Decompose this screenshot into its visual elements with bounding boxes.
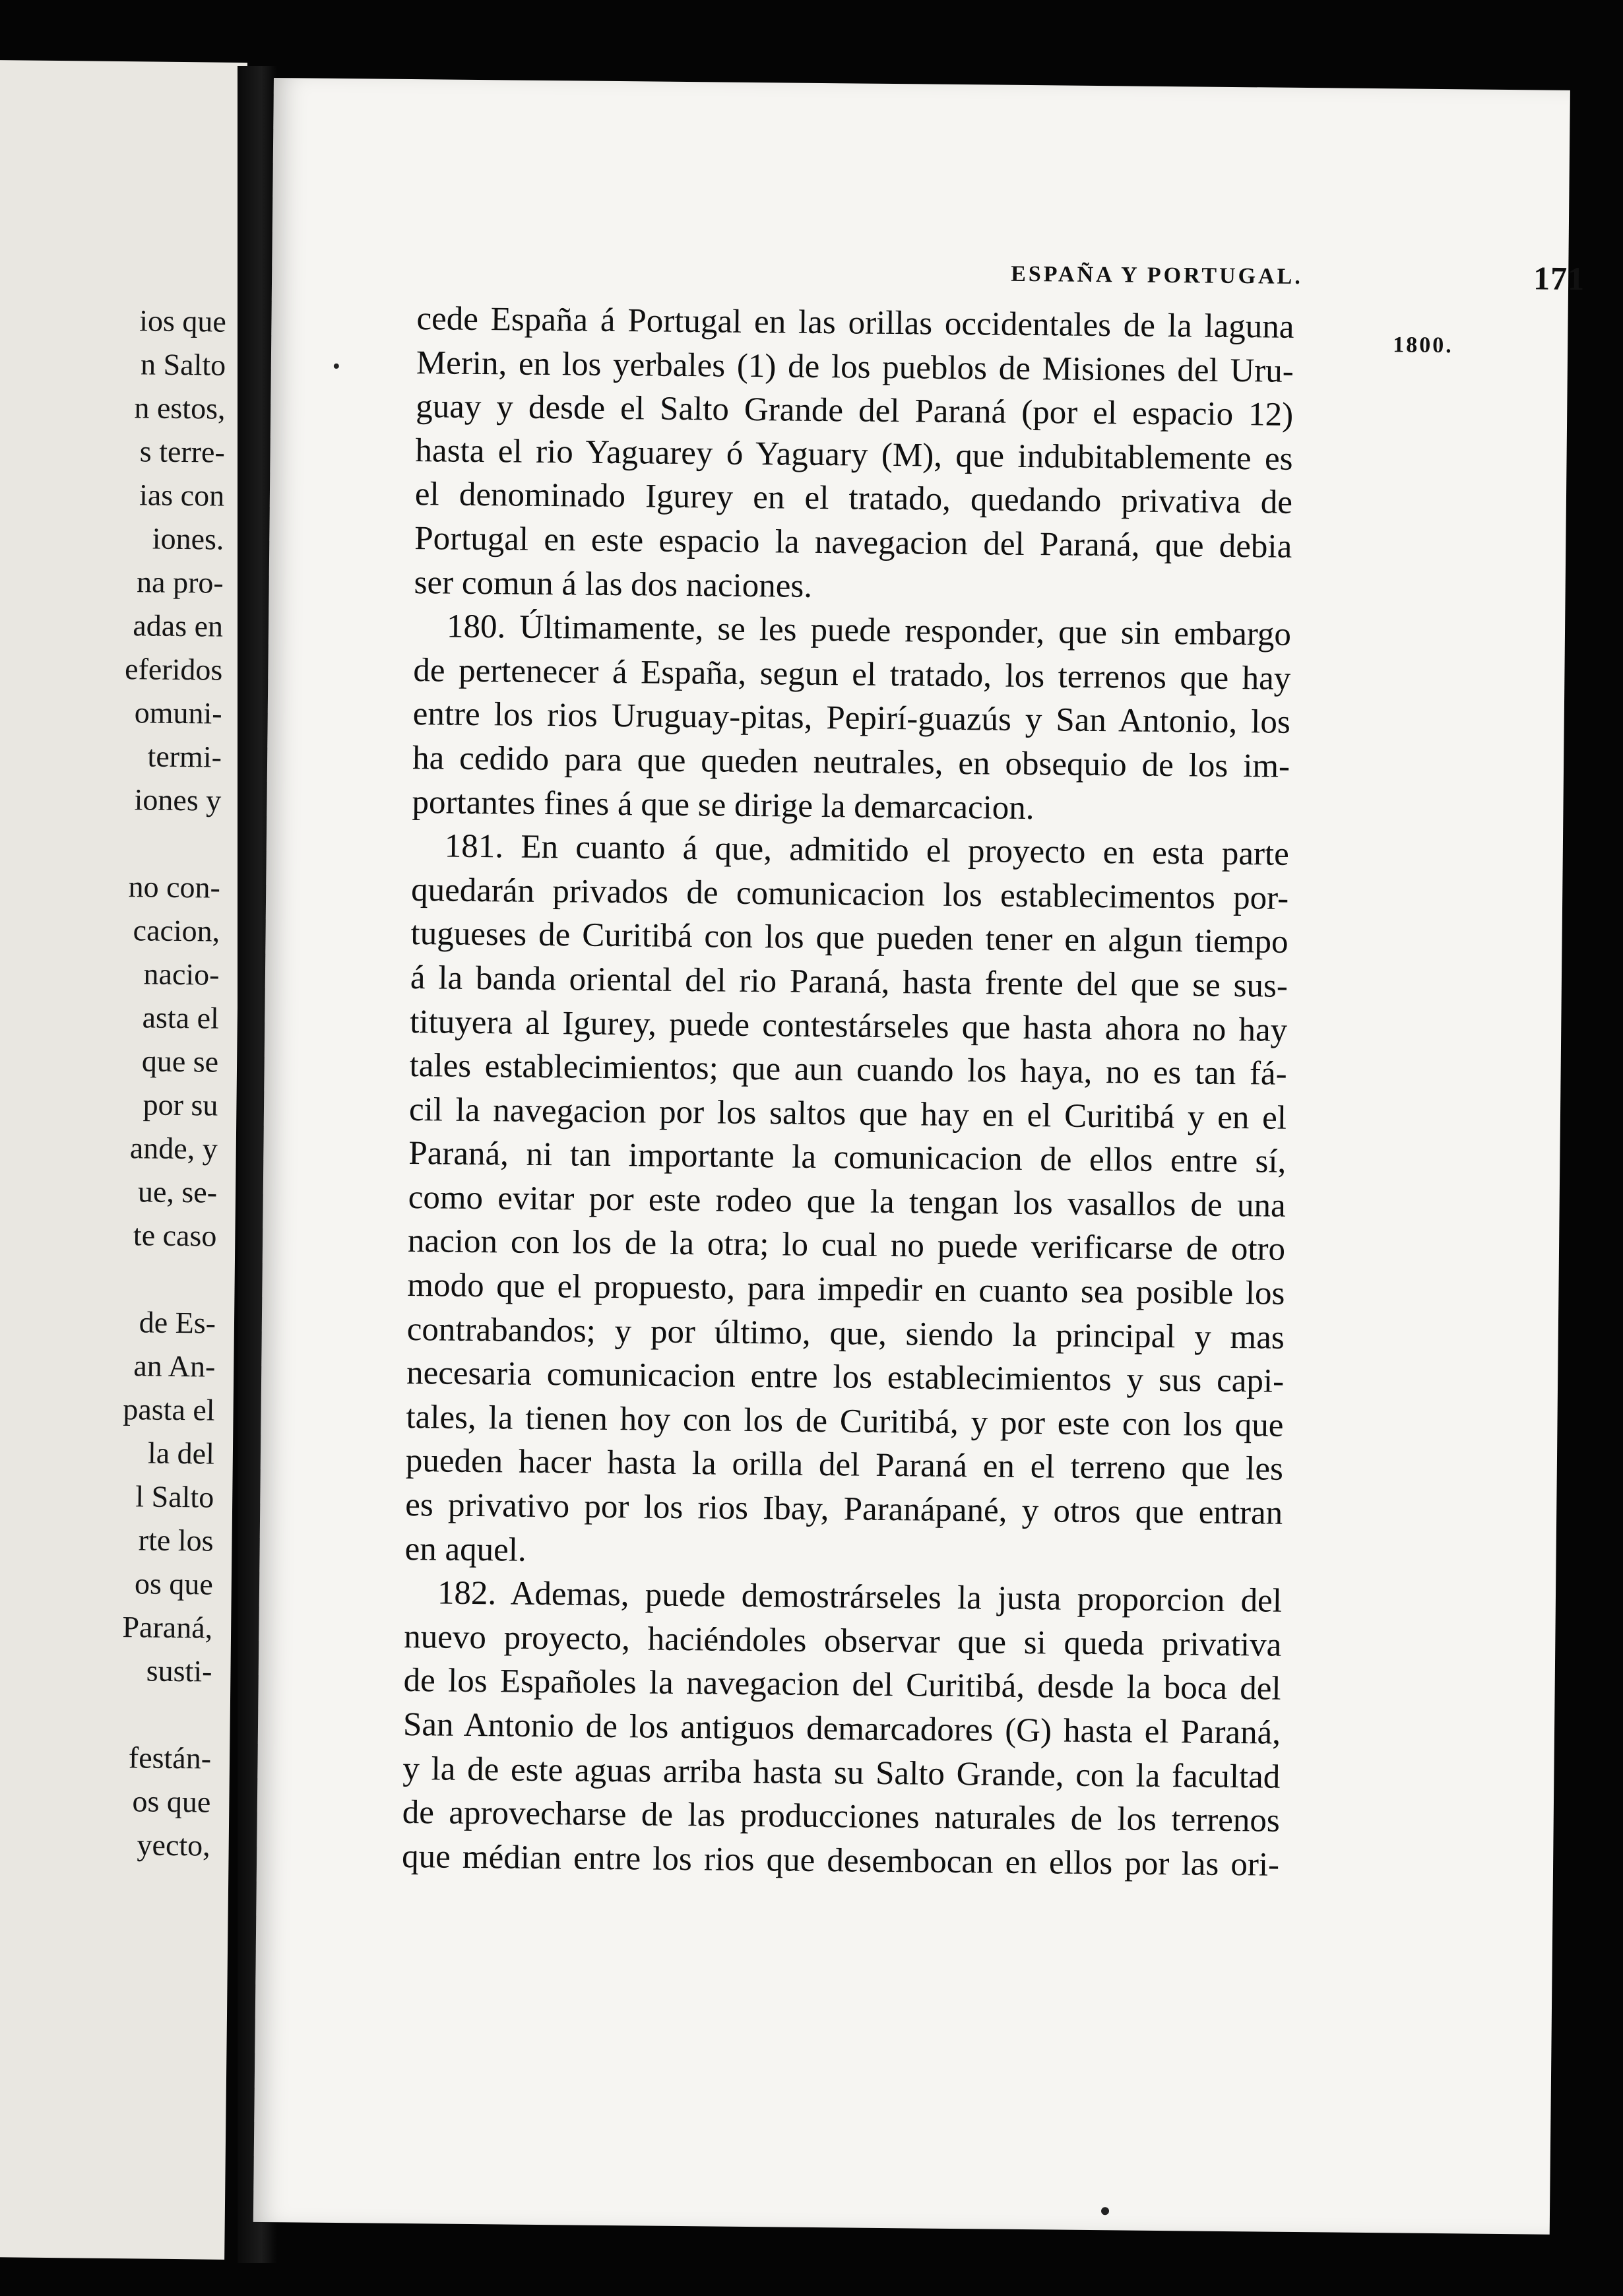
text-line: el denominado Igurey en el tratado, quedando privativa de	[414, 476, 1293, 522]
left-page-fragment: eferidos	[124, 652, 223, 687]
text-line: Merin, en los yerbales (1) de los pueblos de Misiones del Uru-	[416, 344, 1294, 390]
text-line: tugueses de Curitibá con los que pueden tener en algun tiempo	[410, 915, 1289, 961]
text-line: 182. Ademas, puede demostrárseles la justa proporcion del	[437, 1574, 1283, 1620]
text-line: necesaria comunicacion entre los establecimientos y sus capi-	[406, 1355, 1285, 1401]
left-page-fragment: Paraná,	[122, 1610, 213, 1645]
text-line: Paraná, ni tan importante la comunicacion de ellos entre sí,	[408, 1135, 1287, 1181]
left-page-fragment: que se	[141, 1044, 219, 1079]
text-line: ser comun á las dos naciones.	[414, 563, 813, 605]
text-line: cil la navegacion por los saltos que hay en el Curitibá y en el	[408, 1091, 1287, 1137]
left-page-fragment: nacio-	[143, 957, 220, 992]
left-page-text	[0, 60, 247, 1863]
text-line: pueden hacer hasta la orilla del Paraná en el terreno que les	[405, 1442, 1284, 1488]
left-page-fragment: ande, y	[129, 1131, 218, 1166]
left-page-fragment: cacion,	[133, 913, 220, 948]
text-line: hasta el rio Yaguarey ó Yaguary (M), que indubitablemente es	[415, 431, 1293, 478]
text-line: en aquel.	[404, 1530, 526, 1569]
left-page-fragment: pasta el	[123, 1392, 215, 1427]
text-line: de aprovecharse de las producciones naturales de los terrenos	[402, 1794, 1280, 1839]
text-line: tales establecimientos; que aun cuando los haya, no es tan fá-	[409, 1047, 1287, 1093]
left-page-fragment: an An-	[133, 1349, 216, 1384]
text-line: contrabandos; y por último, que, siendo la principal y mas	[406, 1310, 1285, 1356]
left-page-fragment: te caso	[133, 1218, 217, 1253]
running-head	[740, 259, 1585, 298]
text-line: portantes fines á que se dirige la demarcacion.	[412, 783, 1034, 827]
text-line: nuevo proyecto, haciéndoles observar que si queda privativa	[404, 1618, 1282, 1664]
text-line: nacion con los de la otra; lo cual no puede verificarse de otro	[407, 1223, 1286, 1269]
text-line: tituyera al Igurey, puede contestárseles que hasta ahora no hay	[410, 1003, 1288, 1049]
text-line: cede España á Portugal en las orillas occidentales de la laguna	[416, 300, 1294, 346]
left-page-fragment: l Salto	[135, 1479, 214, 1514]
text-line: de los Españoles la navegacion del Curitibá, desde la boca del	[403, 1662, 1281, 1708]
left-page-fragment: rte los	[138, 1523, 214, 1558]
text-line: quedarán privados de comunicacion los establecimentos por-	[410, 871, 1289, 917]
body-text	[402, 297, 1294, 1887]
left-page-fragment: n Salto	[140, 347, 226, 382]
text-line: como evitar por este rodeo que la tengan los vasallos de una	[408, 1178, 1286, 1225]
left-page-fragment: os que	[132, 1784, 211, 1819]
text-line: guay y desde el Salto Grande del Paraná (por el espacio 12)	[415, 388, 1294, 434]
text-line: 181. En cuanto á que, admitido el proyecto en esta parte	[444, 827, 1290, 873]
left-page-fragment: por su	[143, 1087, 218, 1122]
left-page-fragment: omuni-	[134, 695, 222, 730]
page-number: 171	[1533, 259, 1585, 298]
text-line: que médian entre los rios que desembocan en ellos por las ori-	[401, 1837, 1280, 1884]
left-page-fragment: na pro-	[136, 565, 224, 600]
text-line: modo que el propuesto, para impedir en cuanto sea posible los	[407, 1267, 1285, 1312]
left-page	[0, 60, 247, 2260]
text-line: de pertenecer á España, segun el tratado, los terrenos que hay	[413, 651, 1291, 697]
text-line: á la banda oriental del rio Paraná, hasta frente del que se sus-	[410, 959, 1289, 1005]
left-page-fragment: asta el	[142, 1000, 220, 1035]
left-page-fragment: ias con	[139, 478, 225, 513]
left-page-fragment: ue, se-	[137, 1174, 218, 1209]
text-line: 180. Últimamente, se les puede responder, que sin embargo	[446, 608, 1292, 653]
left-page-fragment: termi-	[147, 739, 222, 774]
left-page-fragment: iones y	[134, 782, 222, 817]
left-page-fragment: la del	[147, 1436, 215, 1471]
text-line: tales, la tienen hoy con los de Curitibá, y por este con los que	[406, 1398, 1284, 1444]
text-line: ha cedido para que queden neutrales, en obsequio de los im-	[412, 740, 1290, 785]
left-page-fragment: no con-	[128, 870, 221, 905]
margin-year: 1800.	[1393, 333, 1453, 358]
left-page-fragment: iones.	[152, 521, 224, 556]
left-page-fragment: festán-	[128, 1740, 212, 1775]
text-line: Portugal en este espacio la navegacion del Paraná, que debia	[414, 520, 1292, 565]
left-page-fragment: ios que	[139, 303, 227, 338]
left-page-fragment: yecto,	[137, 1828, 210, 1863]
left-page-fragment: de Es-	[139, 1305, 216, 1340]
text-line: y la de este aguas arriba hasta su Salto Grande, con la facultad	[402, 1750, 1281, 1796]
ink-speck	[334, 364, 339, 369]
left-page-fragment: n estos,	[134, 391, 226, 426]
left-page-fragment: os que	[134, 1566, 214, 1601]
left-page-fragment: adas en	[133, 608, 224, 643]
running-head-title: ESPAÑA Y PORTUGAL.	[1011, 261, 1303, 289]
text-line: San Antonio de los antiguos demarcadores (G) hasta el Paraná,	[402, 1706, 1281, 1752]
text-line: entre los rios Uruguay-pitas, Pepirí-guazús y San Antonio, los	[412, 695, 1290, 742]
text-line: es privativo por los rios Ibay, Paranápané, y otros que entran	[404, 1486, 1283, 1532]
right-page	[253, 78, 1585, 2235]
ink-speck	[1101, 2207, 1109, 2215]
left-page-fragment: s terre-	[139, 434, 226, 469]
left-page-fragment: susti-	[146, 1653, 212, 1688]
